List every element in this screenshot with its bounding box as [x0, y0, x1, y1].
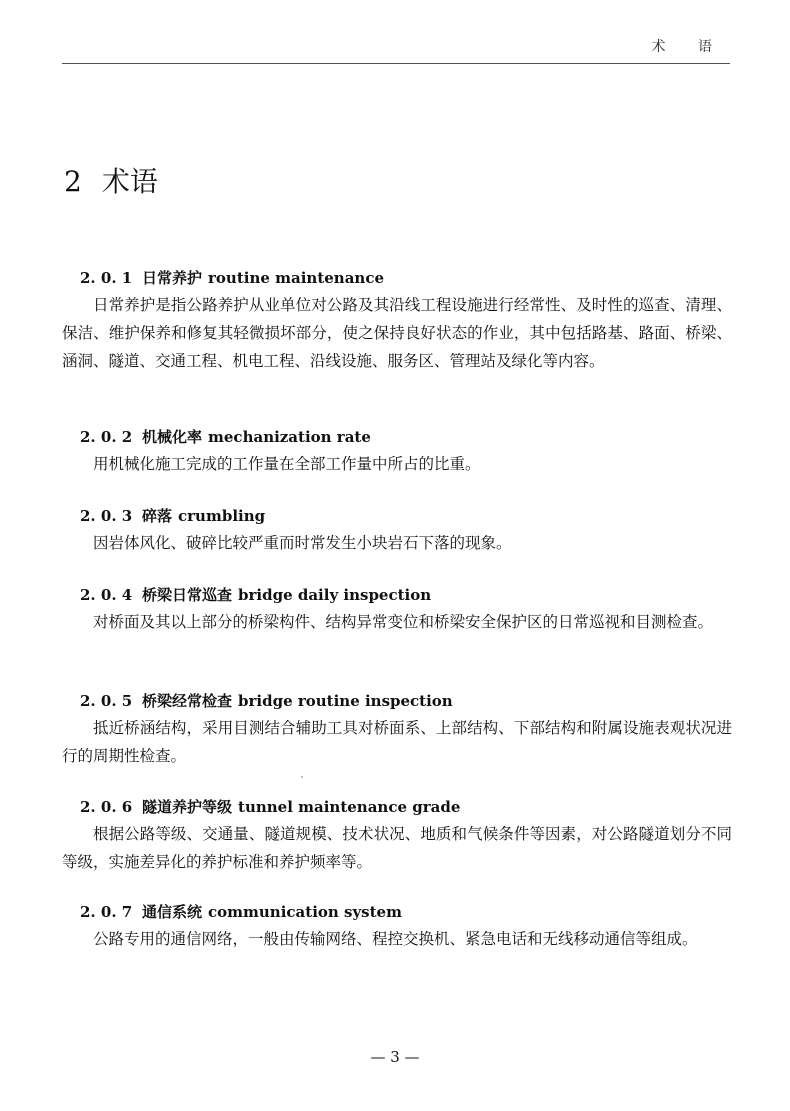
term-number: 2. 0. 2 [80, 428, 133, 446]
term-chinese: 通信系统 [142, 903, 203, 921]
chapter-number: 2 [64, 165, 82, 198]
term-english: communication system [208, 903, 402, 921]
term-number: 2. 0. 3 [80, 507, 133, 525]
term-definition: 对桥面及其以上部分的桥梁构件、结构异常变位和桥梁安全保护区的日常巡视和目测检查。 [93, 613, 714, 631]
running-header: 术 语 [651, 39, 726, 55]
term-english: routine maintenance [208, 269, 385, 287]
term-definition: 日常养护是指公路养护从业单位对公路及其沿线工程设施进行经常性、及时性的巡查、清理、保洁、维护保养和修复其轻微损坏部分，使之保持良好状态的作业，其中包括路基、路面、桥梁、涵洞、隧道、交通工程、机电工程、沿线设施、服务区、管理站及绿化等内容。 [62, 296, 732, 370]
term-number: 2. 0. 1 [80, 269, 133, 287]
term-heading [62, 503, 732, 529]
term-heading [62, 424, 732, 450]
term-entry [62, 424, 732, 478]
term-english: bridge routine inspection [238, 692, 453, 710]
term-heading [62, 582, 732, 608]
term-heading [62, 265, 732, 291]
term-entry [62, 688, 732, 770]
term-entry [62, 582, 732, 636]
term-entry [62, 265, 732, 375]
term-definition: 公路专用的通信网络，一般由传输网络、程控交换机、紧急电话和无线移动通信等组成。 [93, 930, 698, 948]
header-divider [62, 63, 730, 64]
chapter-title-text: 术语 [101, 165, 158, 198]
term-english: tunnel maintenance grade [238, 798, 461, 816]
term-number: 2. 0. 5 [80, 692, 133, 710]
term-definition: 因岩体风化、破碎比较严重而时常发生小块岩石下落的现象。 [93, 534, 512, 552]
term-chinese: 桥梁日常巡查 [142, 586, 233, 604]
term-english: crumbling [178, 507, 266, 525]
term-heading [62, 688, 732, 714]
term-chinese: 碎落 [142, 507, 173, 525]
term-number: 2. 0. 7 [80, 903, 133, 921]
term-entry [62, 899, 732, 953]
term-entry [62, 503, 732, 557]
term-english: bridge daily inspection [238, 586, 432, 604]
term-chinese: 隧道养护等级 [142, 798, 233, 816]
page-number: — 3 — [370, 1048, 420, 1066]
term-definition: 用机械化施工完成的工作量在全部工作量中所占的比重。 [93, 455, 481, 473]
term-number: 2. 0. 4 [80, 586, 133, 604]
term-heading [62, 794, 732, 820]
term-chinese: 日常养护 [142, 269, 203, 287]
term-entry [62, 794, 732, 876]
term-number: 2. 0. 6 [80, 798, 133, 816]
term-definition: 抵近桥涵结构，采用目测结合辅助工具对桥面系、上部结构、下部结构和附属设施表观状况进行的周期性检查。 [62, 719, 732, 765]
term-english: mechanization rate [208, 428, 371, 446]
term-heading [62, 899, 732, 925]
term-chinese: 机械化率 [142, 428, 203, 446]
chapter-title [64, 160, 158, 200]
term-chinese: 桥梁经常检查 [142, 692, 233, 710]
scan-speck [301, 776, 303, 778]
term-definition: 根据公路等级、交通量、隧道规模、技术状况、地质和气候条件等因素，对公路隧道划分不同等级，实施差异化的养护标准和养护频率等。 [62, 825, 732, 871]
